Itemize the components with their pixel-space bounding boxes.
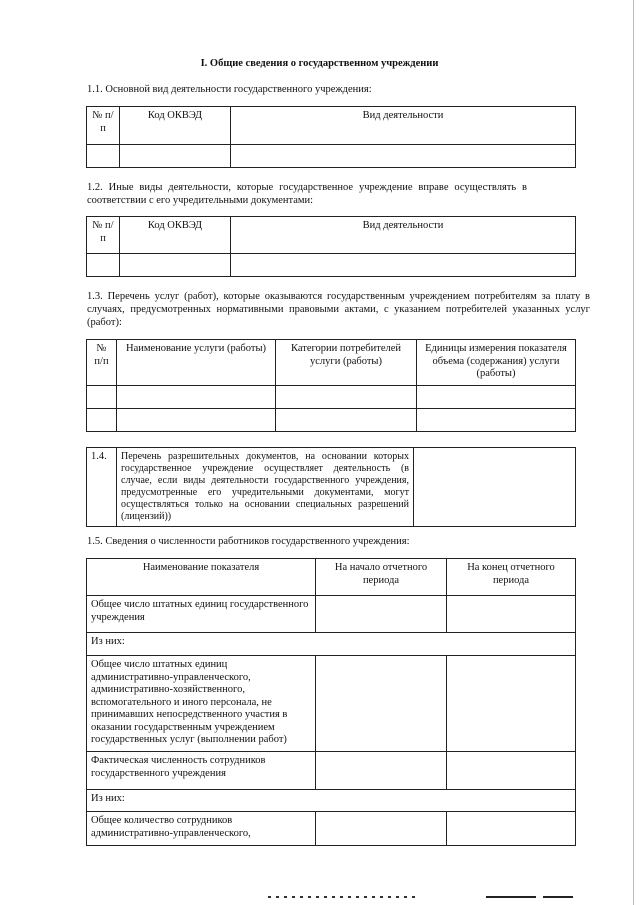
table-cell [87,409,117,432]
other-activities-table [86,216,576,277]
table-cell [87,386,117,409]
table-cell [87,254,120,277]
table-cell [447,812,576,846]
col-activity-type: Вид деятельности [231,107,576,145]
table-cell [316,752,447,790]
scan-artifact [543,896,573,898]
col-measure-units: Единицы измерения показателя объема (содержания) услуги (работы) [417,340,576,386]
table-cell [447,656,576,752]
col-period-end: На конец отчетного периода [447,559,576,596]
section-1-1-heading: 1.1. Основной вид деятельности государственного учреждения: [87,84,372,95]
section-1-3-heading: 1.3. Перечень услуг (работ), которые оказываются государственным учреждением потребителям за плату в случаях, предусмотренных нормативными правовыми актами, с указанием потребителей указанных услуг (работ): [87,291,590,328]
table-cell [414,448,576,527]
col-okved-code: Код ОКВЭД [120,107,231,145]
col-number: № п/п [87,340,117,386]
table-cell [447,596,576,633]
row-label: Из них: [87,790,576,812]
col-activity-type: Вид деятельности [231,217,576,254]
table-cell [120,254,231,277]
section-1-2-heading: 1.2. Иные виды деятельности, которые государственное учреждение вправе осуществлять в соответствии с его учредительными документами: [87,182,527,206]
table-cell [316,812,447,846]
table-cell [120,145,231,168]
section-title: I. Общие сведения о государственном учреждении [200,58,439,69]
row-label: Фактическая численность сотрудников государственного учреждения [87,752,316,790]
paid-services-table [86,339,576,432]
col-consumer-categories: Категории потребителей услуги (работы) [276,340,417,386]
permits-number: 1.4. [87,448,117,527]
row-label: Общее количество сотрудников административно-управленческого, [87,812,316,846]
row-label: Общее число штатных единиц административно-управленческого, административно-хозяйственного, вспомогательного и иного персонала, не принимавших непосредственного участия в оказании государственным учреждением государственных услуг (выполнении работ) [87,656,316,752]
table-cell [87,145,120,168]
permits-description: Перечень разрешительных документов, на основании которых государственное учреждение осуществляет деятельность (в случае, если виды деятельности государственного учреждения, предусмотренные его учредительными документами, могут осуществляться только на основании специальных разрешений (лицензий)) [117,448,414,527]
table-cell [316,656,447,752]
section-1-5-heading: 1.5. Сведения о численности работников государственного учреждения: [87,536,410,547]
col-period-start: На начало отчетного периода [316,559,447,596]
table-cell [276,409,417,432]
table-cell [231,254,576,277]
table-cell [417,409,576,432]
row-label: Общее число штатных единиц государственного учреждения [87,596,316,633]
table-cell [316,596,447,633]
col-okved-code: Код ОКВЭД [120,217,231,254]
col-number: № п/п [87,107,120,145]
staff-table [86,558,576,846]
main-activity-table [86,106,576,168]
row-label: Из них: [87,633,576,656]
table-cell [417,386,576,409]
table-cell [276,386,417,409]
table-cell [231,145,576,168]
table-cell [447,752,576,790]
table-cell [117,386,276,409]
scan-artifact [486,896,536,898]
permits-table [86,447,576,527]
scan-artifact [268,896,418,898]
table-cell [117,409,276,432]
col-number: № п/п [87,217,120,254]
scan-edge [633,0,634,905]
col-indicator-name: Наименование показателя [87,559,316,596]
col-service-name: Наименование услуги (работы) [117,340,276,386]
